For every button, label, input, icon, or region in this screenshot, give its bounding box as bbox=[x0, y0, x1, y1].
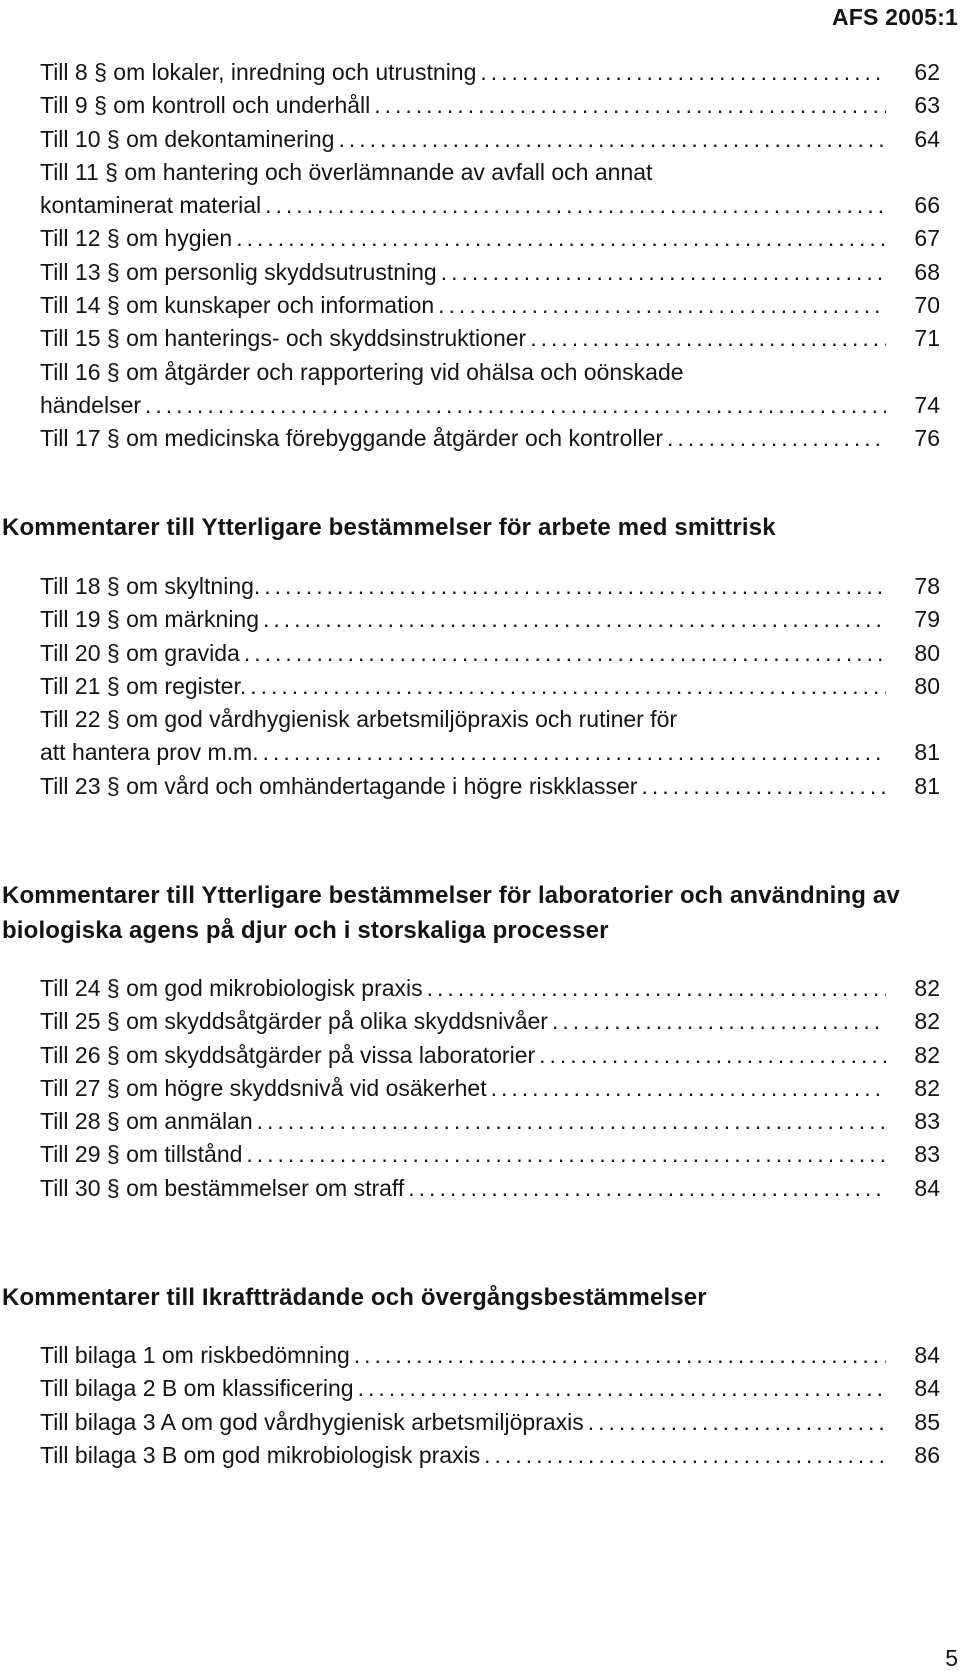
dot-leader bbox=[257, 1105, 886, 1138]
toc-entry-title: Till bilaga 2 B om klassificering bbox=[40, 1375, 354, 1402]
toc-entry bbox=[40, 156, 940, 223]
toc-page-number: 68 bbox=[914, 258, 940, 285]
dot-leader bbox=[427, 972, 886, 1005]
toc-entry-line bbox=[40, 1105, 940, 1138]
toc-entry bbox=[40, 1372, 940, 1405]
dot-leader bbox=[338, 123, 886, 156]
toc-entry bbox=[40, 89, 940, 122]
toc-page-number: 67 bbox=[914, 225, 940, 252]
toc-entry-line bbox=[40, 222, 940, 255]
toc-entry bbox=[40, 289, 940, 322]
toc-entry bbox=[40, 1005, 940, 1038]
toc-page-number: 84 bbox=[914, 1342, 940, 1368]
toc-entry-title: Till 14 § om kunskaper och information bbox=[40, 292, 435, 319]
toc-entry bbox=[40, 1105, 940, 1138]
section-heading: Kommentarer till Ikraftträdande och övergångsbestämmelser bbox=[2, 1284, 707, 1311]
toc-entry-title: Till 17 § om medicinska förebyggande åtgärder och kontroller bbox=[40, 425, 664, 452]
toc-page-number: 76 bbox=[914, 425, 940, 452]
toc-page-number: 74 bbox=[914, 391, 940, 418]
toc-page-number: 84 bbox=[914, 1174, 940, 1201]
toc-page-number: 63 bbox=[914, 92, 940, 119]
toc-page-number: 82 bbox=[914, 1074, 940, 1101]
toc-entry bbox=[40, 1039, 940, 1072]
dot-leader bbox=[263, 736, 886, 769]
toc-entry bbox=[40, 356, 940, 423]
toc-page-number: 85 bbox=[914, 1408, 940, 1435]
toc-entry-title: Till bilaga 3 A om god vårdhygienisk arbetsmiljöpraxis bbox=[40, 1408, 584, 1435]
toc-entry bbox=[40, 770, 940, 803]
toc-entry bbox=[40, 422, 940, 455]
toc-entry-line bbox=[40, 56, 940, 89]
dot-leader bbox=[667, 422, 886, 455]
dot-leader bbox=[408, 1172, 886, 1205]
toc-entry-title: Till 22 § om god vårdhygienisk arbetsmiljöpraxis och rutiner för bbox=[40, 706, 678, 733]
toc-entry-title: att hantera prov m.m. bbox=[40, 739, 259, 766]
toc-entry-line bbox=[40, 1072, 940, 1105]
toc-entry bbox=[40, 670, 940, 703]
toc-page-number: 79 bbox=[914, 606, 940, 633]
toc-entry bbox=[40, 322, 940, 355]
toc-entry bbox=[40, 222, 940, 255]
toc-entry bbox=[40, 1138, 940, 1171]
toc-entry-line bbox=[40, 89, 940, 122]
toc-entry-title: Till 23 § om vård och omhändertagande i högre riskklasser bbox=[40, 772, 638, 799]
toc-entry-title: Till bilaga 1 om riskbedömning bbox=[40, 1342, 350, 1368]
toc-page-number: 71 bbox=[914, 325, 940, 352]
dot-leader bbox=[441, 256, 886, 289]
toc-page-number: 82 bbox=[914, 975, 940, 1001]
toc-entry-line bbox=[40, 1372, 940, 1405]
toc-entry-line bbox=[40, 570, 940, 603]
toc-entry-title: Till 29 § om tillstånd bbox=[40, 1141, 243, 1168]
toc-entry-line bbox=[40, 256, 940, 289]
toc-entry-title: Till 25 § om skyddsåtgärder på olika skyddsnivåer bbox=[40, 1008, 548, 1035]
toc-entry-line bbox=[40, 1172, 940, 1205]
page-number: 5 bbox=[945, 1645, 958, 1671]
toc-page-number: 86 bbox=[914, 1441, 940, 1468]
toc-entry-title: Till 16 § om åtgärder och rapportering vid ohälsa och oönskade bbox=[40, 358, 684, 385]
toc-entry-line bbox=[40, 972, 940, 1005]
dot-leader bbox=[588, 1406, 886, 1439]
toc-entry bbox=[40, 637, 940, 670]
toc-entry bbox=[40, 1339, 940, 1372]
toc-entry-title: kontaminerat material bbox=[40, 192, 262, 219]
toc-page-number: 81 bbox=[914, 772, 940, 799]
toc-entry bbox=[40, 570, 940, 603]
dot-leader bbox=[250, 670, 886, 703]
toc-entry-title: händelser bbox=[40, 391, 142, 418]
toc-entry-title: Till 19 § om märkning bbox=[40, 606, 260, 633]
toc-entry-title: Till 26 § om skyddsåtgärder på vissa laboratorier bbox=[40, 1041, 536, 1068]
toc-entry-title: Till bilaga 3 B om god mikrobiologisk praxis bbox=[40, 1441, 481, 1468]
dot-leader bbox=[354, 1339, 886, 1372]
dot-leader bbox=[641, 770, 886, 803]
dot-leader bbox=[539, 1039, 886, 1072]
toc-entry-title: Till 24 § om god mikrobiologisk praxis bbox=[40, 975, 423, 1001]
dot-leader bbox=[244, 637, 886, 670]
toc-entry-line bbox=[40, 422, 940, 455]
toc-page-number: 81 bbox=[914, 739, 940, 766]
toc-page-number: 83 bbox=[914, 1108, 940, 1135]
toc-entry-line bbox=[40, 1138, 940, 1171]
toc-entry-line bbox=[40, 1005, 940, 1038]
toc-entry-line bbox=[40, 1406, 940, 1439]
dot-leader bbox=[265, 189, 886, 222]
dot-leader bbox=[438, 289, 886, 322]
toc-entry bbox=[40, 972, 940, 1005]
toc-entry-title: Till 20 § om gravida bbox=[40, 639, 240, 666]
dot-leader bbox=[491, 1072, 886, 1105]
toc-page-number: 80 bbox=[914, 672, 940, 699]
toc-entry bbox=[40, 1406, 940, 1439]
dot-leader bbox=[263, 603, 886, 636]
toc-page-number: 62 bbox=[914, 59, 940, 85]
toc-entry-title: Till 28 § om anmälan bbox=[40, 1108, 253, 1135]
dot-leader bbox=[374, 89, 886, 122]
toc-entry-title: Till 30 § om bestämmelser om straff bbox=[40, 1174, 405, 1201]
toc-entry-title: Till 10 § om dekontaminering bbox=[40, 125, 335, 152]
toc-list bbox=[40, 1339, 940, 1472]
toc-entry-line bbox=[40, 736, 940, 769]
toc-page-number: 82 bbox=[914, 1008, 940, 1035]
dot-leader bbox=[358, 1372, 886, 1405]
dot-leader bbox=[484, 1439, 886, 1472]
toc-entry bbox=[40, 256, 940, 289]
toc-page-number: 80 bbox=[914, 639, 940, 666]
toc-list bbox=[40, 570, 940, 803]
document-id-header: AFS 2005:1 bbox=[831, 4, 958, 30]
toc-section-3 bbox=[0, 878, 960, 1205]
toc-entry-title: Till 27 § om högre skyddsnivå vid osäkerhet bbox=[40, 1074, 487, 1101]
toc-page-number: 66 bbox=[914, 192, 940, 219]
toc-page-number: 83 bbox=[914, 1141, 940, 1168]
dot-leader bbox=[236, 222, 886, 255]
toc-page-number: 84 bbox=[914, 1375, 940, 1402]
toc-entry-title: Till 21 § om register. bbox=[40, 672, 247, 699]
toc-page-number: 70 bbox=[914, 292, 940, 319]
dot-leader bbox=[480, 56, 886, 89]
toc-entry-line bbox=[40, 123, 940, 156]
toc-entry-line bbox=[40, 637, 940, 670]
toc-entry bbox=[40, 1172, 940, 1205]
toc-entry-line bbox=[40, 1439, 940, 1472]
section-heading: Kommentarer till Ytterligare bestämmelser för arbete med smittrisk bbox=[2, 514, 776, 541]
toc-entry-line bbox=[40, 389, 940, 422]
toc-entry-line bbox=[40, 770, 940, 803]
toc-entry-line bbox=[40, 1339, 940, 1372]
toc-entry-title: Till 9 § om kontroll och underhåll bbox=[40, 92, 371, 119]
toc-entry bbox=[40, 1072, 940, 1105]
toc-entry-title: Till 11 § om hantering och överlämnande av avfall och annat bbox=[40, 158, 653, 185]
toc-section-4 bbox=[0, 1280, 960, 1472]
section-heading: Kommentarer till Ytterligare bestämmelser för laboratorier och användning av biologiska agens på djur och i storskaliga processer bbox=[2, 882, 900, 944]
toc-page-number: 78 bbox=[914, 573, 940, 599]
toc-entry bbox=[40, 603, 940, 636]
toc-section-1 bbox=[0, 56, 960, 456]
dot-leader bbox=[264, 570, 886, 603]
toc-entry-title: Till 13 § om personlig skyddsutrustning bbox=[40, 258, 437, 285]
toc-list bbox=[40, 972, 940, 1205]
toc-page-number: 64 bbox=[914, 125, 940, 152]
toc-entry-line bbox=[40, 670, 940, 703]
toc-section-2 bbox=[0, 510, 960, 803]
dot-leader bbox=[552, 1005, 886, 1038]
toc-entry-line bbox=[40, 1039, 940, 1072]
toc-entry-line bbox=[40, 189, 940, 222]
toc-entry-line bbox=[40, 322, 940, 355]
toc-entry bbox=[40, 123, 940, 156]
toc-entry bbox=[40, 1439, 940, 1472]
toc-entry-title: Till 12 § om hygien bbox=[40, 225, 233, 252]
dot-leader bbox=[246, 1138, 886, 1171]
dot-leader bbox=[145, 389, 886, 422]
toc-entry-title: Till 15 § om hanterings- och skyddsinstruktioner bbox=[40, 325, 527, 352]
toc-entry-title: Till 8 § om lokaler, inredning och utrustning bbox=[40, 59, 477, 85]
toc-entry bbox=[40, 703, 940, 770]
toc-entry-title: Till 18 § om skyltning. bbox=[40, 573, 261, 599]
toc-entry-line bbox=[40, 289, 940, 322]
toc-list bbox=[40, 56, 940, 456]
toc-entry bbox=[40, 56, 940, 89]
toc-entry-line bbox=[40, 603, 940, 636]
dot-leader bbox=[530, 322, 886, 355]
toc-page-number: 82 bbox=[914, 1041, 940, 1068]
